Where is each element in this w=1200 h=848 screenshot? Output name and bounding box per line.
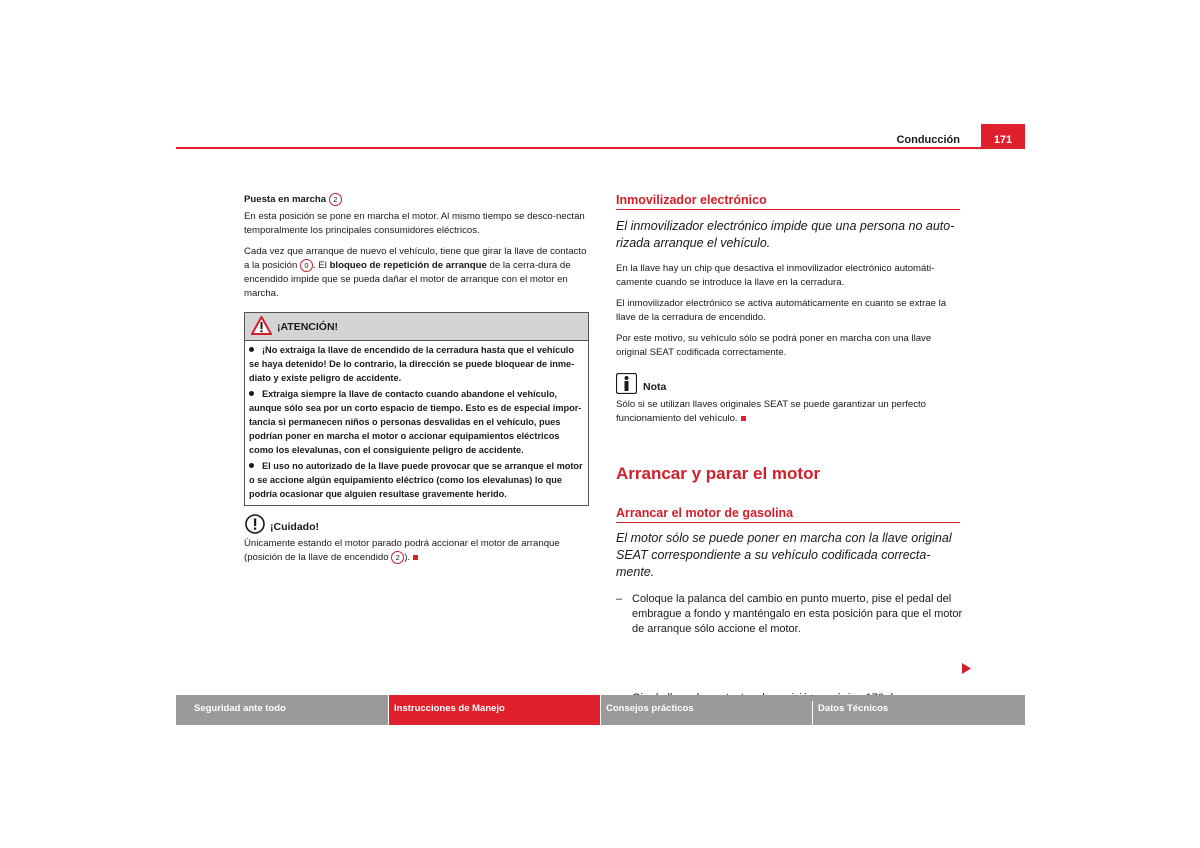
end-of-section-icon	[741, 416, 746, 421]
end-of-section-icon	[413, 555, 418, 560]
caution-title: ¡Cuidado!	[270, 521, 319, 533]
warning-header	[245, 313, 588, 341]
continue-arrow-icon	[962, 663, 971, 674]
immobilizer-heading: Inmovilizador electrónico	[616, 193, 960, 210]
caution-text-a: Únicamente estando el motor parado podrá accionar el motor de arranque (posición de la llave de encendido	[244, 538, 560, 564]
nota-text	[616, 398, 960, 426]
puesta-paragraph: En esta posición se pone en marcha el motor. Al mismo tiempo se desco-nectan temporalmente los principales consumidores eléctricos.	[244, 211, 585, 237]
footer-tab-seguridad[interactable]: Seguridad ante todo	[176, 695, 388, 725]
puesta-title: Puesta en marcha	[244, 194, 327, 206]
position-0-marker: 0	[300, 259, 313, 272]
caution-text	[244, 537, 587, 565]
gasoline-heading: Arrancar el motor de gasolina	[616, 506, 960, 523]
position-2-marker: 2	[329, 193, 342, 206]
warning-item: El uso no autorizado de la llave puede provocar que se arranque el motor o se accione algún equipamiento eléctrico (como los elevalunas) lo que podría ocasionar que alguien resultase gravemente herido.	[249, 461, 583, 499]
header-rule	[176, 147, 1025, 149]
warning-box	[244, 312, 589, 506]
nota-text-content: Sólo si se utilizan llaves originales SEAT se puede garantizar un perfecto funcionamiento del vehículo.	[616, 399, 927, 424]
warning-body	[245, 341, 588, 505]
page-number: 171	[981, 124, 1025, 148]
bloqueo-text-b: . El	[313, 260, 327, 272]
bullet-icon	[249, 391, 254, 396]
bloqueo-bold: bloqueo de repetición de arranque	[329, 260, 487, 272]
gasoline-intro: El motor sólo se puede poner en marcha con la llave original SEAT correspondiente a su vehículo codificada correcta-mente.	[616, 531, 952, 579]
step-1	[616, 592, 976, 637]
nota-title: Nota	[643, 381, 667, 393]
immobilizer-p2: El inmovilizador electrónico se activa automáticamente en cuanto se extrae la llave de la cerradura de encendido.	[616, 298, 947, 323]
step-dash: –	[616, 593, 623, 605]
bloqueo-text-c: de la cerra-dura de encendido impide que se pueda dañar el motor de arranque con el motor en marcha.	[244, 260, 571, 300]
chapter-title: Conducción	[896, 134, 960, 146]
bloqueo-paragraph	[244, 245, 587, 301]
footer-tab-instrucciones[interactable]: Instrucciones de Manejo	[389, 695, 600, 725]
bullet-icon	[249, 463, 254, 468]
immobilizer-p3: Por este motivo, su vehículo sólo se podrá poner en marcha con una llave original SEAT codificada correctamente.	[616, 333, 932, 358]
immobilizer-body	[616, 262, 960, 367]
step-1-text: Coloque la palanca del cambio en punto muerto, pise el pedal del embrague a fondo y manténgalo en esta posición para que el motor de arranque sólo accione el motor.	[632, 593, 963, 635]
caution-text-b: ).	[404, 552, 411, 564]
bloqueo-text-a: Cada vez que arranque de nuevo el vehículo, tiene que girar la llave de contacto a la posición	[244, 246, 587, 272]
bullet-icon	[249, 347, 254, 352]
warning-title: ¡ATENCIÓN!	[277, 321, 339, 333]
warning-item: ¡No extraiga la llave de encendido de la cerradura hasta que el vehículo se haya detenido! De lo contrario, la dirección se puede bloquear de inme-diato y existe peligro de accidente.	[249, 345, 575, 383]
footer-tab-datos[interactable]: Datos Técnicos	[813, 695, 1025, 725]
footer-tab-consejos[interactable]: Consejos prácticos	[601, 695, 812, 725]
immobilizer-p1: En la llave hay un chip que desactiva el inmovilizador electrónico automáti-camente cuando se introduce la llave en la cerradura.	[616, 263, 935, 288]
left-column	[244, 193, 587, 308]
warning-item: Extraiga siempre la llave de contacto cuando abandone el vehículo, aunque sólo sea por un corto espacio de tiempo. Esto es de especial impor-tancia si permanecen niños o personas desvalidas en el vehículo, pues podrían poner en marcha el motor o accionar equipamientos eléctricos como los elevalunas, con el consiguiente peligro de accidente.	[249, 389, 582, 455]
caution-icon	[245, 514, 265, 534]
start-stop-heading: Arrancar y parar el motor	[616, 464, 821, 483]
info-icon	[616, 373, 637, 394]
warning-triangle-icon	[251, 316, 272, 335]
position-2-marker: 2	[391, 551, 404, 564]
immobilizer-intro: El inmovilizador electrónico impide que una persona no auto-rizada arranque el vehículo.	[616, 219, 955, 250]
